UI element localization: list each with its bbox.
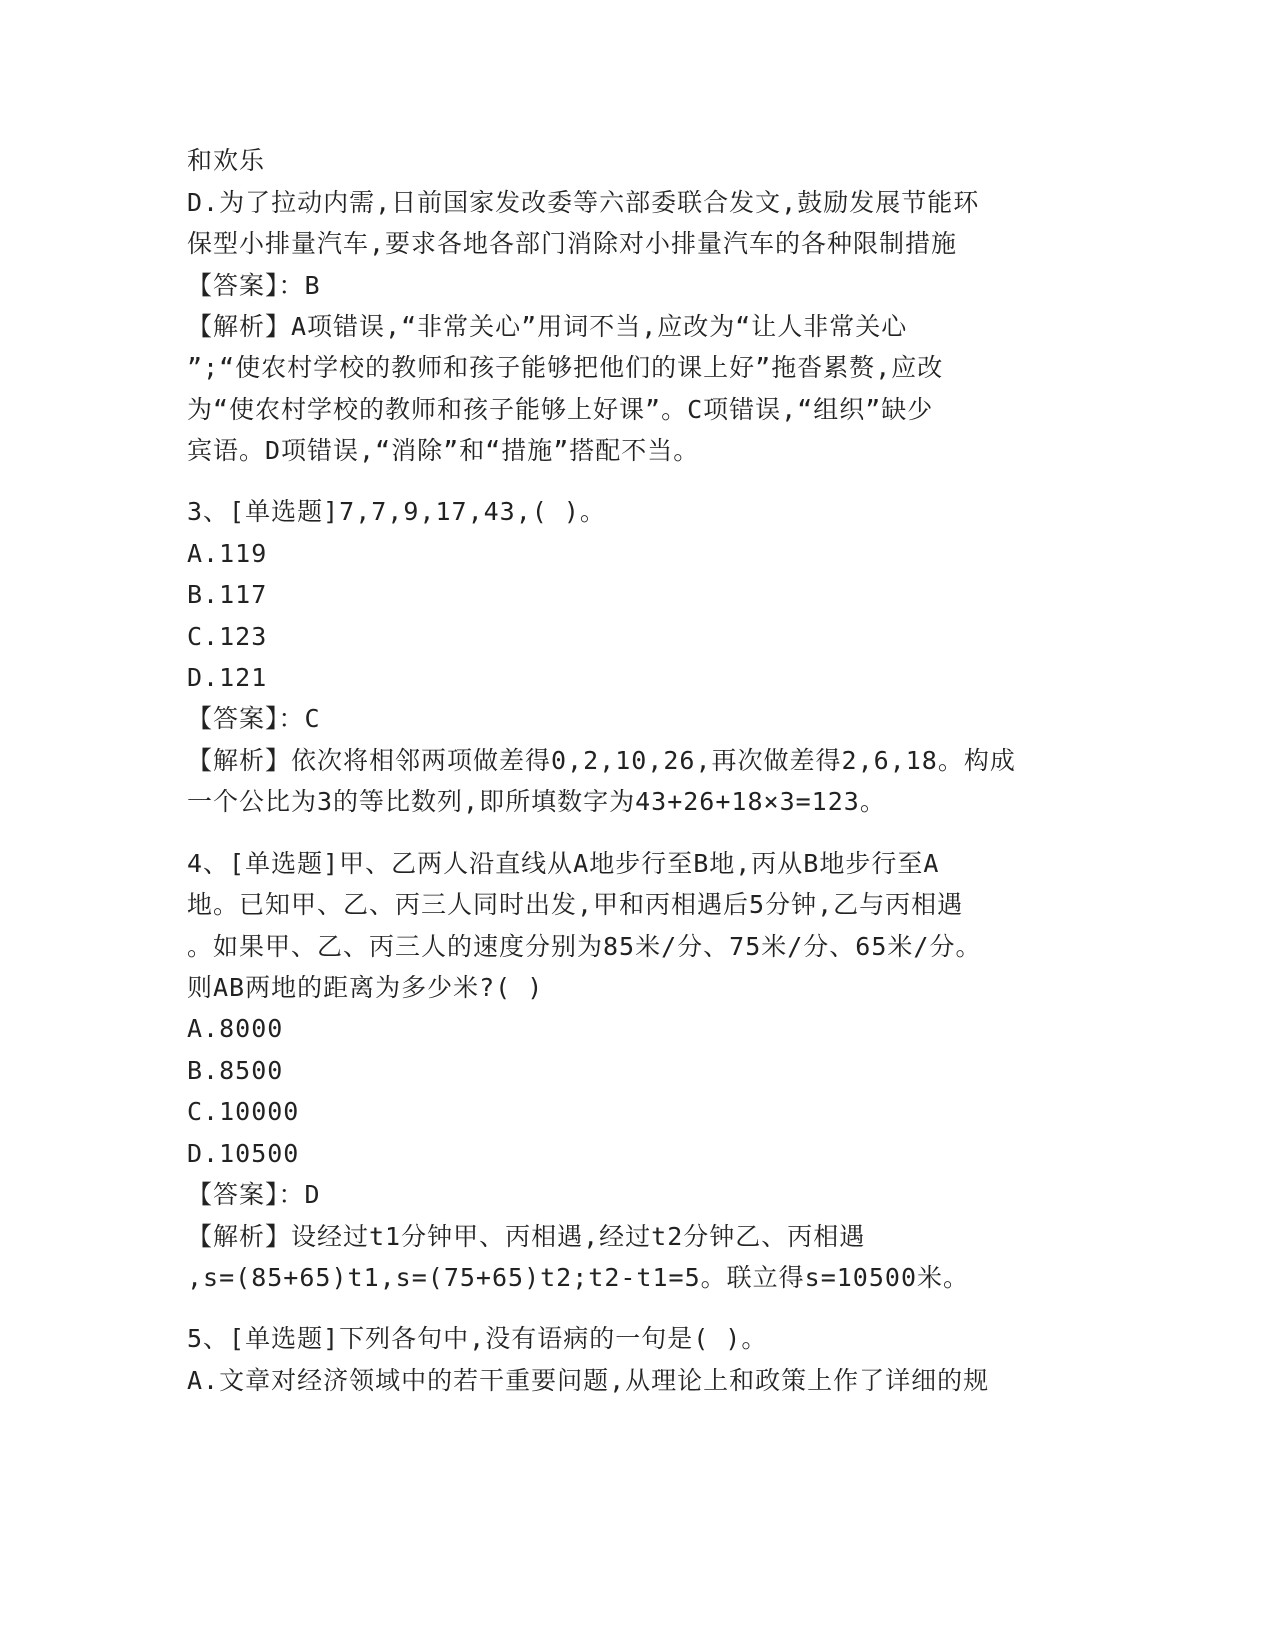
q4-stem-line2: 地。已知甲、乙、丙三人同时出发,甲和丙相遇后5分钟,乙与丙相遇 xyxy=(187,890,964,919)
q3-option-a: A.119 xyxy=(187,539,268,568)
q3-answer: 【答案】：C xyxy=(187,704,321,733)
q3-option-c: C.123 xyxy=(187,622,268,651)
q2-analysis-line3: 为“使农村学校的教师和孩子能够上好课”。C项错误,“组织”缺少 xyxy=(187,395,934,424)
q4-option-b: B.8500 xyxy=(187,1056,284,1085)
q3-analysis-line1: 【解析】依次将相邻两项做差得0,2,10,26,再次做差得2,6,18。构成 xyxy=(187,746,1016,775)
q3-analysis-line2: 一个公比为3的等比数列,即所填数字为43+26+18×3=123。 xyxy=(187,787,886,816)
q4-stem-line4: 则AB两地的距离为多少米?( ) xyxy=(187,973,544,1002)
q5-stem: 5、[单选题]下列各句中,没有语病的一句是( )。 xyxy=(187,1324,768,1353)
q2-option-c-tail: 和欢乐 xyxy=(187,146,266,175)
q4-stem-line3: 。如果甲、乙、丙三人的速度分别为85米/分、75米/分、65米/分。 xyxy=(187,932,982,961)
q2-answer: 【答案】：B xyxy=(187,271,321,300)
q4-option-d: D.10500 xyxy=(187,1139,300,1168)
q4-answer: 【答案】：D xyxy=(187,1180,321,1209)
q2-option-d-line1: D.为了拉动内需,日前国家发改委等六部委联合发文,鼓励发展节能环 xyxy=(187,188,980,217)
q4-analysis-line2: ,s=(85+65)t1,s=(75+65)t2;t2-t1=5。联立得s=10500米。 xyxy=(187,1263,970,1292)
q2-analysis-line2: ”;“使农村学校的教师和孩子能够把他们的课上好”拖沓累赘,应改 xyxy=(187,353,944,382)
q5-option-a-line1: A.文章对经济领域中的若干重要问题,从理论上和政策上作了详细的规 xyxy=(187,1366,990,1395)
q4-analysis-line1: 【解析】设经过t1分钟甲、丙相遇,经过t2分钟乙、丙相遇 xyxy=(187,1222,866,1251)
q2-analysis-line1: 【解析】A项错误,“非常关心”用词不当,应改为“让人非常关心 xyxy=(187,312,908,341)
q4-option-a: A.8000 xyxy=(187,1014,284,1043)
q3-option-d: D.121 xyxy=(187,663,268,692)
q3-stem: 3、[单选题]7,7,9,17,43,( )。 xyxy=(187,497,606,526)
q3-option-b: B.117 xyxy=(187,580,268,609)
q2-option-d-line2: 保型小排量汽车,要求各地各部门消除对小排量汽车的各种限制措施 xyxy=(187,229,958,258)
q4-stem-line1: 4、[单选题]甲、乙两人沿直线从A地步行至B地,丙从B地步行至A xyxy=(187,849,940,878)
q2-analysis-line4: 宾语。D项错误,“消除”和“措施”搭配不当。 xyxy=(187,436,700,465)
q4-option-c: C.10000 xyxy=(187,1097,300,1126)
